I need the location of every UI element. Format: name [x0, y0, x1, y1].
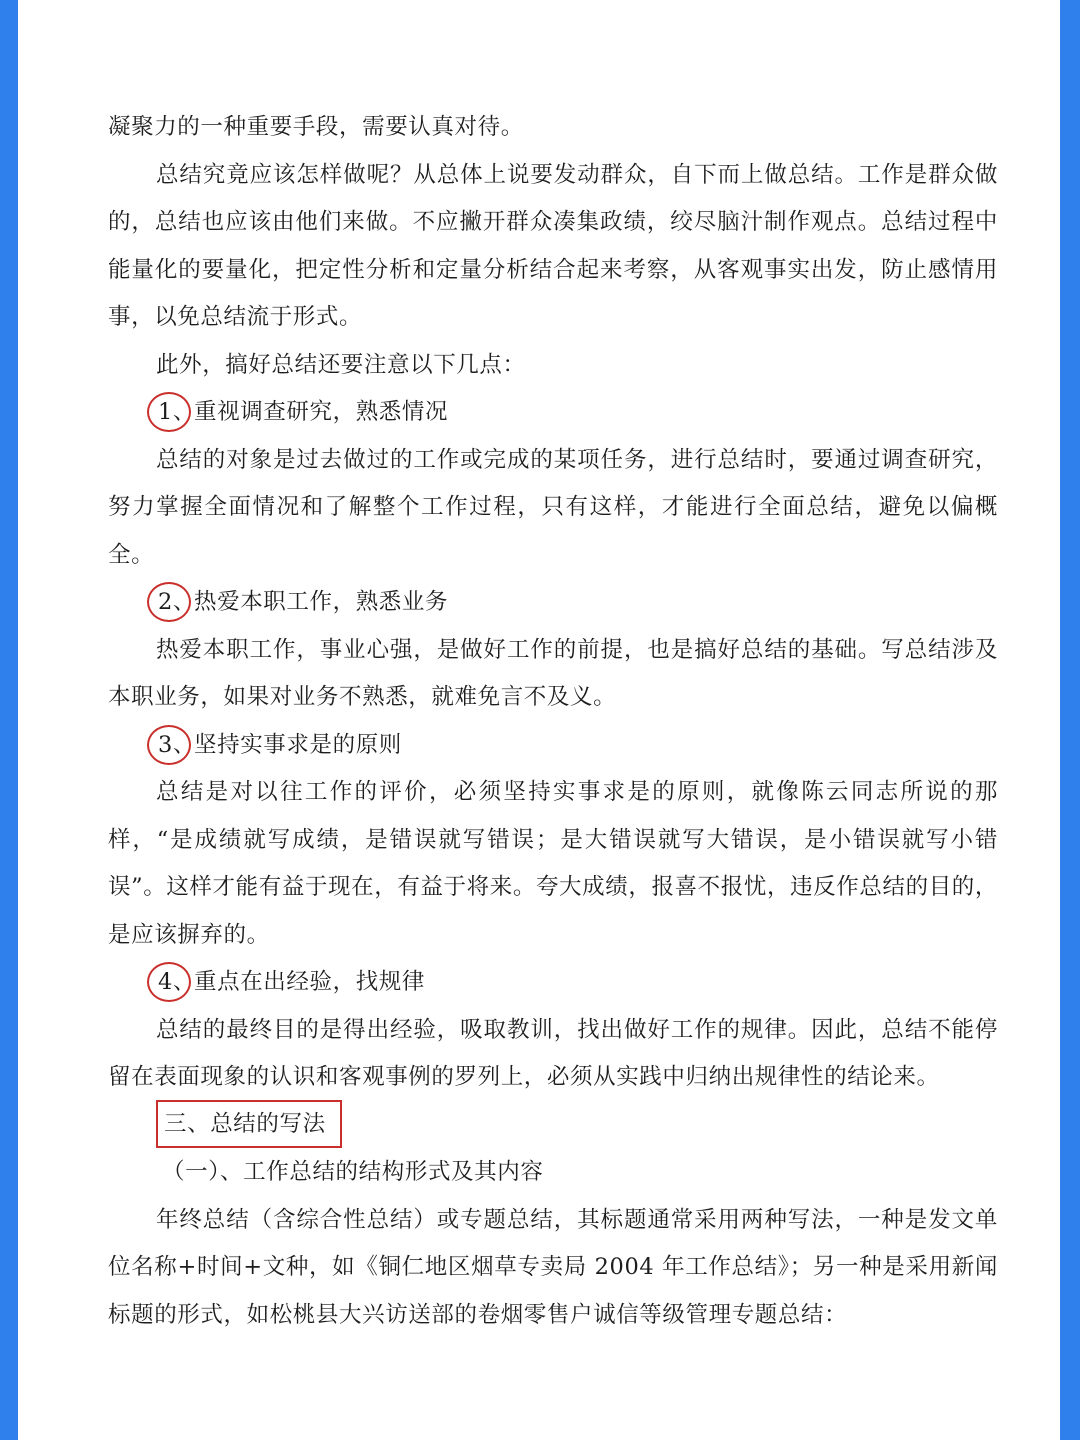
- section-subheading: （一）、工作总结的结构形式及其内容: [162, 1159, 544, 1185]
- point-4-heading: [108, 959, 998, 1007]
- point-1-body: 总结的对象是过去做过的工作或完成的某项任务，进行总结时，要通过调查研究，努力掌握全面情况和了解整个工作过程，只有这样，才能进行全面总结，避免以偏概全。: [108, 446, 998, 568]
- point-2-title: 热爱本职工作，熟悉业务: [194, 589, 449, 615]
- section-body: 年终总结（含综合性总结）或专题总结，其标题通常采用两种写法，一种是发文单位名称+时间+文种，如《铜仁地区烟草专卖局 2004 年工作总结》；另一种是采用新闻标题的形式，如松桃县大兴访送部的卷烟零售户诚信等级管理专题总结：: [108, 1206, 998, 1328]
- point-3-heading: [108, 722, 998, 770]
- paragraph-notes-intro: 此外，搞好总结还要注意以下几点：: [156, 351, 526, 378]
- point-4-number: 4、: [158, 959, 194, 1007]
- section-heading-row: [108, 1102, 998, 1150]
- document-body: [108, 104, 998, 1339]
- red-circle-annotation: [147, 392, 191, 432]
- point-1-heading: [108, 389, 998, 437]
- point-3-title: 坚持实事求是的原则: [194, 731, 402, 758]
- point-4-body: 总结的最终目的是得出经验，吸取教训，找出做好工作的规律。因此，总结不能停留在表面现象的认识和客观事例的罗列上，必须从实践中归纳出规律性的结论来。: [108, 1016, 998, 1090]
- point-1-number: 1、: [158, 389, 194, 437]
- point-3-number: 3、: [158, 722, 194, 770]
- document-page: [18, 0, 1060, 1440]
- paragraph-continuation: 凝聚力的一种重要手段，需要认真对待。: [108, 114, 524, 140]
- red-circle-annotation: [147, 725, 191, 765]
- point-2-heading: [108, 579, 998, 627]
- paragraph-how-to-summarize: 总结究竟应该怎样做呢？从总体上说要发动群众，自下而上做总结。工作是群众做的，总结也应该由他们来做。不应撇开群众凑集政绩，绞尽脑汁制作观点。总结过程中能量化的要量化，把定性分析和定量分析结合起来考察，从客观事实出发，防止感情用事，以免总结流于形式。: [108, 161, 998, 330]
- red-circle-annotation: [147, 962, 191, 1002]
- point-1-title: 重视调查研究，熟悉情况: [194, 399, 449, 425]
- point-2-body: 热爱本职工作，事业心强，是做好工作的前提，也是搞好总结的基础。写总结涉及本职业务，如果对业务不熟悉，就难免言不及义。: [108, 636, 998, 710]
- point-2-number: 2、: [158, 579, 194, 627]
- point-3-body: 总结是对以往工作的评价，必须坚持实事求是的原则，就像陈云同志所说的那样，“是成绩就写成绩，是错误就写错误；是大错误就写大错误，是小错误就写小错误”。这样才能有益于现在，有益于将来。夸大成绩，报喜不报忧，违反作总结的目的，是应该摒弃的。: [108, 779, 998, 948]
- point-4-title: 重点在出经验，找规律: [194, 969, 426, 995]
- section-heading: 三、总结的写法: [156, 1100, 342, 1148]
- red-circle-annotation: [147, 582, 191, 622]
